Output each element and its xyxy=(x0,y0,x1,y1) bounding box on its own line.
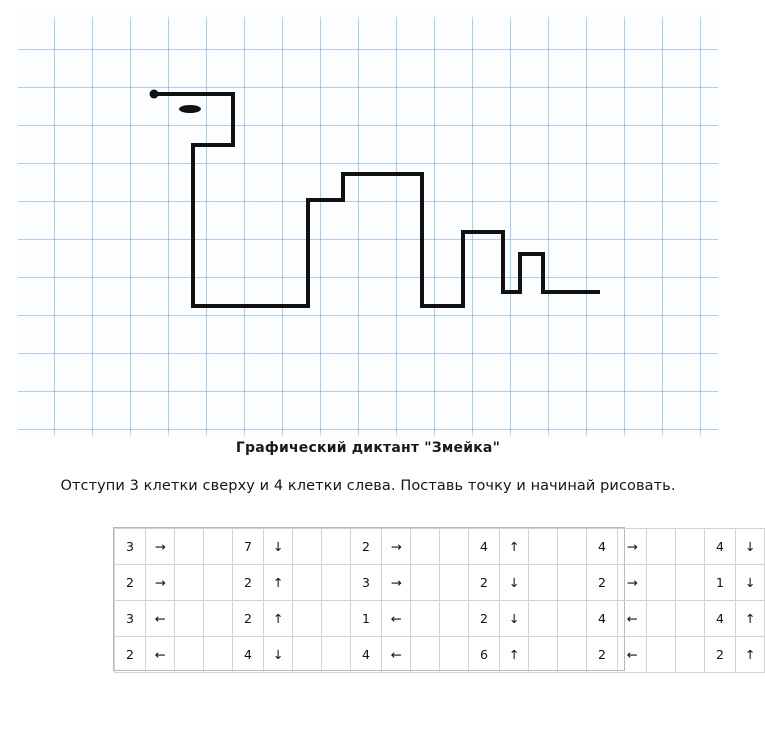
arrow-left-icon xyxy=(146,601,175,637)
step-count-cell: 2 xyxy=(115,565,146,601)
spacer-cell xyxy=(558,529,587,565)
spacer-cell xyxy=(293,637,322,673)
arrow-glyph: ↑ xyxy=(508,647,520,662)
arrow-left-icon xyxy=(382,637,411,673)
spacer-cell xyxy=(647,637,676,673)
arrow-up-icon xyxy=(736,601,765,637)
step-count-cell: 2 xyxy=(705,637,736,673)
table-row xyxy=(115,565,765,601)
step-count-cell: 4 xyxy=(587,601,618,637)
arrow-up-icon xyxy=(500,637,529,673)
spacer-cell xyxy=(411,529,440,565)
arrow-glyph: ↓ xyxy=(272,539,284,554)
spacer-cell xyxy=(322,565,351,601)
spacer-cell xyxy=(440,637,469,673)
arrow-glyph: ↑ xyxy=(272,575,284,590)
spacer-cell xyxy=(676,529,705,565)
arrow-right-icon xyxy=(146,529,175,565)
arrow-glyph: → xyxy=(154,539,166,554)
spacer-cell xyxy=(529,601,558,637)
spacer-cell xyxy=(411,601,440,637)
arrow-glyph: ↓ xyxy=(508,611,520,626)
step-count-cell: 2 xyxy=(115,637,146,673)
spacer-cell xyxy=(440,529,469,565)
arrow-glyph: ← xyxy=(154,611,166,626)
spacer-cell xyxy=(204,565,233,601)
arrow-right-icon xyxy=(618,565,647,601)
step-count-cell: 2 xyxy=(469,601,500,637)
arrow-glyph: ← xyxy=(390,611,402,626)
table-row xyxy=(115,601,765,637)
arrow-down-icon xyxy=(736,529,765,565)
step-count-cell: 2 xyxy=(233,565,264,601)
spacer-cell xyxy=(529,565,558,601)
step-count-cell: 4 xyxy=(705,529,736,565)
spacer-cell xyxy=(293,565,322,601)
arrow-left-icon xyxy=(618,601,647,637)
spacer-cell xyxy=(293,601,322,637)
step-count-cell: 2 xyxy=(469,565,500,601)
spacer-cell xyxy=(529,637,558,673)
arrow-up-icon xyxy=(736,637,765,673)
spacer-cell xyxy=(558,565,587,601)
spacer-cell xyxy=(322,601,351,637)
step-count-cell: 1 xyxy=(351,601,382,637)
spacer-cell xyxy=(647,565,676,601)
step-count-cell: 2 xyxy=(351,529,382,565)
arrow-left-icon xyxy=(146,637,175,673)
spacer-cell xyxy=(558,601,587,637)
snake-drawing xyxy=(18,14,718,438)
snake-eye-icon xyxy=(179,105,201,113)
step-count-cell: 3 xyxy=(115,601,146,637)
arrow-down-icon xyxy=(264,529,293,565)
arrow-glyph: ↓ xyxy=(744,539,756,554)
arrow-up-icon xyxy=(500,529,529,565)
graph-paper-area xyxy=(18,14,718,438)
arrow-glyph: ← xyxy=(626,611,638,626)
spacer-cell xyxy=(175,529,204,565)
step-count-cell: 3 xyxy=(115,529,146,565)
arrow-right-icon xyxy=(146,565,175,601)
step-count-cell: 4 xyxy=(233,637,264,673)
arrow-glyph: → xyxy=(390,539,402,554)
step-count-cell: 7 xyxy=(233,529,264,565)
arrow-right-icon xyxy=(382,565,411,601)
dictation-table xyxy=(114,528,765,673)
dictation-table-container xyxy=(113,527,756,671)
arrow-down-icon xyxy=(736,565,765,601)
spacer-cell xyxy=(293,529,322,565)
step-count-cell: 4 xyxy=(587,529,618,565)
spacer-cell xyxy=(647,601,676,637)
start-point-dot xyxy=(150,90,159,99)
page-title: Графический диктант "Змейка" xyxy=(235,440,501,456)
step-count-cell: 4 xyxy=(705,601,736,637)
spacer-cell xyxy=(204,637,233,673)
arrow-glyph: ↓ xyxy=(744,575,756,590)
step-count-cell: 4 xyxy=(351,637,382,673)
spacer-cell xyxy=(204,529,233,565)
arrow-glyph: ↑ xyxy=(508,539,520,554)
arrow-glyph: → xyxy=(626,539,638,554)
spacer-cell xyxy=(322,529,351,565)
step-count-cell: 1 xyxy=(705,565,736,601)
arrow-glyph: ← xyxy=(626,647,638,662)
instruction-text: Отступи 3 клетки сверху и 4 клетки слева. Поставь точку и начинай рисовать. xyxy=(60,478,676,494)
spacer-cell xyxy=(175,601,204,637)
arrow-down-icon xyxy=(500,601,529,637)
arrow-up-icon xyxy=(264,565,293,601)
spacer-cell xyxy=(676,565,705,601)
step-count-cell: 6 xyxy=(469,637,500,673)
arrow-glyph: → xyxy=(390,575,402,590)
arrow-down-icon xyxy=(500,565,529,601)
spacer-cell xyxy=(204,601,233,637)
table-row xyxy=(115,529,765,565)
snake-outline-path xyxy=(154,94,600,306)
table-row xyxy=(115,637,765,673)
arrow-left-icon xyxy=(382,601,411,637)
arrow-glyph: → xyxy=(626,575,638,590)
spacer-cell xyxy=(411,637,440,673)
arrow-left-icon xyxy=(618,637,647,673)
spacer-cell xyxy=(676,637,705,673)
step-count-cell: 3 xyxy=(351,565,382,601)
spacer-cell xyxy=(676,601,705,637)
step-count-cell: 2 xyxy=(233,601,264,637)
spacer-cell xyxy=(175,565,204,601)
spacer-cell xyxy=(440,565,469,601)
arrow-glyph: → xyxy=(154,575,166,590)
arrow-down-icon xyxy=(264,637,293,673)
arrow-right-icon xyxy=(618,529,647,565)
arrow-right-icon xyxy=(382,529,411,565)
arrow-glyph: ← xyxy=(154,647,166,662)
arrow-glyph: ↓ xyxy=(272,647,284,662)
spacer-cell xyxy=(647,529,676,565)
step-count-cell: 2 xyxy=(587,637,618,673)
spacer-cell xyxy=(175,637,204,673)
arrow-glyph: ↑ xyxy=(744,611,756,626)
spacer-cell xyxy=(322,637,351,673)
spacer-cell xyxy=(440,601,469,637)
arrow-glyph: ← xyxy=(390,647,402,662)
step-count-cell: 4 xyxy=(469,529,500,565)
spacer-cell xyxy=(411,565,440,601)
arrow-glyph: ↓ xyxy=(508,575,520,590)
arrow-glyph: ↑ xyxy=(744,647,756,662)
spacer-cell xyxy=(558,637,587,673)
arrow-glyph: ↑ xyxy=(272,611,284,626)
arrow-up-icon xyxy=(264,601,293,637)
step-count-cell: 2 xyxy=(587,565,618,601)
spacer-cell xyxy=(529,529,558,565)
